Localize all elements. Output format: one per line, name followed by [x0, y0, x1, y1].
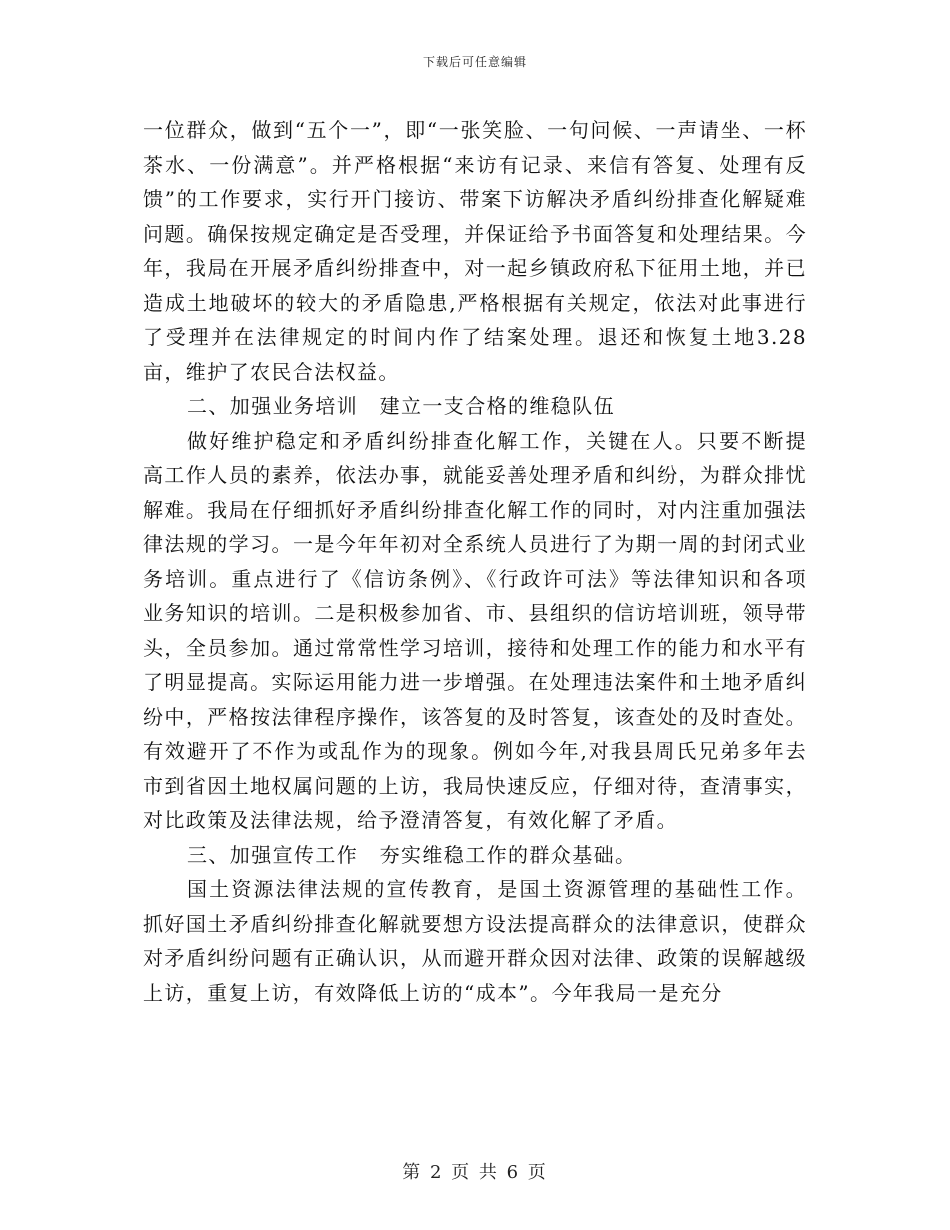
- paragraph-training: 做好维护稳定和矛盾纠纷排查化解工作，关键在人。只要不断提高工作人员的素养，依法办事，就能妥善处理矛盾和纠纷，为群众排忧解难。我局在仔细抓好矛盾纠纷排查化解工作的同时，对内注重加强法律法规的学习。一是今年年初对全系统人员进行了为期一周的封闭式业务培训。重点进行了《信访条例》、《行政许可法》等法律知识和各项业务知识的培训。二是积极参加省、市、县组织的信访培训班，领导带头，全员参加。通过常常性学习培训，接待和处理工作的能力和水平有了明显提高。实际运用能力进一步增强。在处理违法案件和土地矛盾纠纷中，严格按法律程序操作，该答复的及时答复，该查处的及时查处。有效避开了不作为或乱作为的现象。例如今年,对我县周氏兄弟多年去市到省因土地权属问题的上访，我局快速反应，仔细对待，查清事实，对比政策及法律法规，给予澄清答复，有效化解了矛盾。: [143, 428, 807, 832]
- section-heading-3: 三、加强宣传工作 夯实维稳工作的群众基础。: [187, 842, 637, 867]
- page-header: 下载后可任意编辑: [422, 55, 527, 69]
- page-footer: 第 2 页 共 6 页: [402, 1162, 548, 1183]
- paragraph-publicity: 国土资源法律法规的宣传教育，是国土资源管理的基础性工作。抓好国土矛盾纠纷排查化解就要想方设法提高群众的法律意识，使群众对矛盾纠纷问题有正确认识，从而避开群众因对法律、政策的误解越级上访，重复上访，有效降低上访的“成本”。今年我局一是充分: [143, 877, 807, 1005]
- paragraph-continued: 一位群众，做到“五个一”，即“一张笑脸、一句问候、一声请坐、一杯茶水、一份满意”。并严格根据“来访有记录、来信有答复、处理有反馈”的工作要求，实行开门接访、带案下访解决矛盾纠纷排查化解疑难问题。确保按规定确定是否受理，并保证给予书面答复和处理结果。今年，我局在开展矛盾纠纷排查中，对一起乡镇政府私下征用土地，并已造成土地破坏的较大的矛盾隐患,严格根据有关规定，依法对此事进行了受理并在法律规定的时间内作了结案处理。退还和恢复土地3.28亩，维护了农民合法权益。: [143, 118, 807, 384]
- section-heading-2: 二、加强业务培训 建立一支合格的维稳队伍: [187, 394, 615, 418]
- document-body: [143, 113, 807, 1010]
